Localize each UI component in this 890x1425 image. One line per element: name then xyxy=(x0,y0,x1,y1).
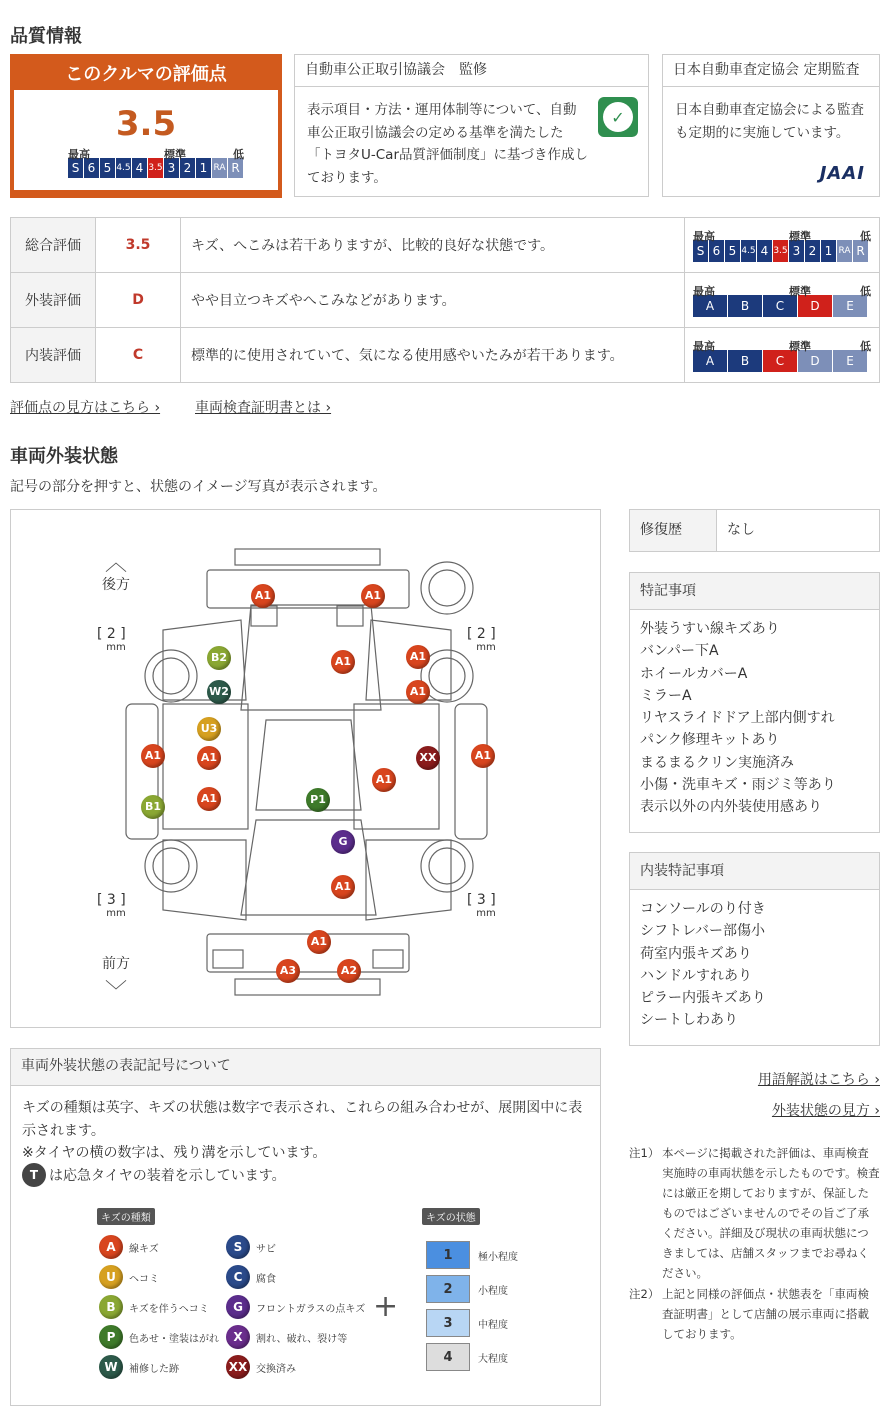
damage-mark[interactable]: A1 xyxy=(251,584,275,608)
assoc1-title: 自動車公正取引協議会 監修 xyxy=(295,55,648,87)
level-item: 3 中程度 xyxy=(426,1309,508,1337)
overall-score: 3.5 xyxy=(115,104,177,144)
note-item: 表示以外の内外装使用感あり xyxy=(640,799,822,816)
note-item: ホイールカバーA xyxy=(640,665,748,682)
cert-link[interactable]: 車両検査証明書とは › xyxy=(195,400,332,416)
scale-cell: E xyxy=(833,350,867,372)
note-item: リヤスライドドア上部内側すれ xyxy=(640,710,835,727)
kind-a-icon: A xyxy=(99,1235,123,1259)
kind-x-icon: X xyxy=(226,1325,250,1349)
kind-item: B キズを伴うヘコミ xyxy=(99,1295,209,1319)
scale-cell: A xyxy=(693,295,727,317)
damage-mark[interactable]: A1 xyxy=(406,680,430,704)
scale-cell: 1 xyxy=(821,240,836,262)
front-label: 前方 xyxy=(102,956,130,972)
damage-mark[interactable]: A1 xyxy=(406,645,430,669)
damage-mark[interactable]: A1 xyxy=(197,787,221,811)
tire-depth-rl: [ 2 ] mm xyxy=(97,626,126,653)
score-box xyxy=(10,54,282,198)
kind-c-icon: C xyxy=(226,1265,250,1289)
eval-label: 外装評価 xyxy=(11,273,96,328)
scale-cell: R xyxy=(228,158,243,178)
evaluation-row xyxy=(11,273,880,328)
kind-xx-icon: XX xyxy=(226,1355,250,1379)
kind-item: C 腐食 xyxy=(226,1265,276,1289)
eval-text: キズ、へこみは若干ありますが、比較的良好な状態です。 xyxy=(181,218,685,273)
eval-score: C xyxy=(96,328,181,383)
kind-b-icon: B xyxy=(99,1295,123,1319)
note-item: ピラー内張キズあり xyxy=(640,990,766,1007)
damage-mark[interactable]: B1 xyxy=(141,795,165,819)
scale-cell: 5 xyxy=(100,158,115,178)
interior-title: 内装特記事項 xyxy=(630,853,879,890)
scale-cell: 3.5 xyxy=(148,158,163,178)
assoc1-text: 表示項目・方法・運用体制等について、自動車公正取引協議会の定める基準を満たした「トヨタU-Car品質評価制度」に基づき作成しております。 xyxy=(307,102,589,186)
scale-cell: 6 xyxy=(84,158,99,178)
label-std: 標準 xyxy=(164,148,186,161)
damage-mark[interactable]: A1 xyxy=(141,744,165,768)
note-item: まるまるクリン実施済み xyxy=(640,754,794,771)
note-1: 注1） 本ページに掲載された評価は、車両検査実施時の車両状態を示したものです。検査には厳正を期しておりますが、保証したものではございませんのでその旨ご了承ください。詳細及び現状の車両状態につきましては、店舗スタッフまでお尋ねください。 xyxy=(629,1146,880,1280)
scale-cell: 4.5 xyxy=(741,240,756,262)
note-item: パンク修理キットあり xyxy=(640,732,780,749)
special-title: 特記事項 xyxy=(630,573,879,610)
damage-mark[interactable]: A2 xyxy=(337,959,361,983)
damage-mark[interactable]: G xyxy=(331,830,355,854)
kind-item: XX 交換済み xyxy=(226,1355,296,1379)
scale-cell: S xyxy=(693,240,708,262)
damage-mark[interactable]: XX xyxy=(416,746,440,770)
scale-cell: D xyxy=(798,350,832,372)
eval-scale: 最高 標準 低 A B C D E xyxy=(685,273,880,328)
assoc2-panel xyxy=(662,54,880,197)
scale-cell: D xyxy=(798,295,832,317)
scale-cell: 4.5 xyxy=(116,158,131,178)
eval-scale: 最高 標準 低 A B C D E xyxy=(685,328,880,383)
special-notes xyxy=(629,572,880,833)
rear-label: 後方 xyxy=(102,577,130,593)
scale-cell: 3.5 xyxy=(773,240,788,262)
kind-item: X 割れ、破れ、裂け等 xyxy=(226,1325,347,1349)
level-item: 2 小程度 xyxy=(426,1275,508,1303)
eval-score: 3.5 xyxy=(96,218,181,273)
eval-text: 標準的に使用されていて、気になる使用感やいたみが若干あります。 xyxy=(181,328,685,383)
scale-cell: 3 xyxy=(789,240,804,262)
assoc2-title: 日本自動車査定協会 定期監査 xyxy=(663,55,879,87)
ext-view-link[interactable]: 外装状態の見方 › xyxy=(771,1103,880,1119)
fair-trade-logo-icon: ✓ xyxy=(598,97,638,137)
front-down-chevron-icon: ﹀ xyxy=(105,980,128,1005)
scale-cell: B xyxy=(728,350,762,372)
state-title: キズの状態 xyxy=(422,1208,480,1225)
legend-panel xyxy=(10,1048,601,1406)
car-outline xyxy=(11,510,602,1029)
jaai-logo: JAAI xyxy=(819,163,865,184)
damage-mark[interactable]: B2 xyxy=(207,646,231,670)
note-item: シートしわあり xyxy=(640,1012,738,1029)
score-view-link[interactable]: 評価点の見方はこちら › xyxy=(10,400,161,416)
legend-title: 車両外装状態の表記記号について xyxy=(11,1049,600,1086)
damage-mark[interactable]: A1 xyxy=(331,650,355,674)
scale-cell: R xyxy=(853,240,868,262)
eval-score: D xyxy=(96,273,181,328)
damage-mark[interactable]: A1 xyxy=(331,875,355,899)
scale-cell: 6 xyxy=(709,240,724,262)
kind-title: キズの種類 xyxy=(97,1208,155,1225)
scale-cell: RA xyxy=(837,240,852,262)
assoc2-text: 日本自動車査定協会による監査も定期的に実施しています。 xyxy=(675,102,864,141)
scale-cell: E xyxy=(833,295,867,317)
label-low: 低 xyxy=(233,148,244,161)
eval-label: 内装評価 xyxy=(11,328,96,383)
scale-cell: RA xyxy=(212,158,227,178)
kind-item: S サビ xyxy=(226,1235,276,1259)
damage-mark[interactable]: A1 xyxy=(307,930,331,954)
legend-p3: は応急タイヤの装着を示しています。 xyxy=(49,1168,286,1184)
note-item: 外装うすい線キズあり xyxy=(640,621,780,637)
kind-p-icon: P xyxy=(99,1325,123,1349)
scale-cell: A xyxy=(693,350,727,372)
note-item: ミラーA xyxy=(640,687,692,704)
repair-history xyxy=(629,509,880,552)
eval-scale: 最高 標準 低 S 6 5 4.5 4 3.5 3 2 1 RA R xyxy=(685,218,880,273)
scale-cell: 2 xyxy=(805,240,820,262)
rear-up-chevron-icon: ︿ xyxy=(105,551,128,576)
tire-depth-fl: [ 3 ] mm xyxy=(97,892,126,919)
exterior-heading: 車両外装状態 xyxy=(10,446,118,467)
kind-item: W 補修した跡 xyxy=(99,1355,179,1379)
score-box-title: このクルマの評価点 xyxy=(65,64,227,85)
eval-text: やや目立つキズやへこみなどがあります。 xyxy=(181,273,685,328)
repair-value: なし xyxy=(727,522,755,538)
spare-tire-icon: T xyxy=(22,1163,46,1187)
note-item: ハンドルすれあり xyxy=(640,967,752,984)
plus-sign: + xyxy=(373,1289,399,1324)
scale-cell: 3 xyxy=(164,158,179,178)
interior-notes xyxy=(629,852,880,1046)
legend-p1: キズの種類は英字、キズの状態は数字で表示され、これらの組み合わせが、展開図中に表示されます。 xyxy=(22,1100,583,1139)
note-item: 荷室内張キズあり xyxy=(640,945,752,962)
note-item: コンソールのり付き xyxy=(640,901,766,917)
scale-cell: C xyxy=(763,350,797,372)
kind-item: P 色あせ・塗装はがれ xyxy=(99,1325,219,1349)
scale-cell: 5 xyxy=(725,240,740,262)
evaluation-row xyxy=(11,218,880,273)
damage-mark[interactable]: P1 xyxy=(306,788,330,812)
exterior-desc: 記号の部分を押すと、状態のイメージ写真が表示されます。 xyxy=(10,479,387,495)
kind-item: G フロントガラスの点キズ xyxy=(226,1295,365,1319)
assoc1-panel xyxy=(294,54,649,197)
damage-mark[interactable]: A3 xyxy=(276,959,300,983)
damage-mark[interactable]: U3 xyxy=(197,717,221,741)
eval-label: 総合評価 xyxy=(11,218,96,273)
level-item: 4 大程度 xyxy=(426,1343,508,1371)
label-high: 最高 xyxy=(68,148,90,161)
scale-cell: 1 xyxy=(196,158,211,178)
kind-u-icon: U xyxy=(99,1265,123,1289)
car-diagram xyxy=(10,509,601,1028)
repair-label: 修復歴 xyxy=(630,510,717,551)
kind-w-icon: W xyxy=(99,1355,123,1379)
damage-mark[interactable]: A1 xyxy=(471,744,495,768)
tire-depth-fr: [ 3 ] mm xyxy=(467,892,496,919)
scale-cell: 4 xyxy=(757,240,772,262)
scale-cell: B xyxy=(728,295,762,317)
kind-s-icon: S xyxy=(226,1235,250,1259)
level-item: 1 極小程度 xyxy=(426,1241,518,1269)
quality-heading: 品質情報 xyxy=(10,26,82,47)
evaluation-table xyxy=(10,217,880,383)
terms-link[interactable]: 用語解説はこちら › xyxy=(757,1072,880,1088)
evaluation-row xyxy=(11,328,880,383)
kind-item: U ヘコミ xyxy=(99,1265,159,1289)
damage-mark[interactable]: A1 xyxy=(361,584,385,608)
damage-mark[interactable]: A1 xyxy=(372,768,396,792)
score-scale xyxy=(68,158,244,178)
scale-cell: 4 xyxy=(132,158,147,178)
scale-cell: S xyxy=(68,158,83,178)
damage-mark[interactable]: W2 xyxy=(207,680,231,704)
kind-g-icon: G xyxy=(226,1295,250,1319)
legend-p2: ※タイヤの横の数字は、残り溝を示しています。 xyxy=(22,1145,327,1161)
tire-depth-rr: [ 2 ] mm xyxy=(467,626,496,653)
note-item: バンパー下A xyxy=(640,643,719,660)
scale-cell: 2 xyxy=(180,158,195,178)
kind-item: A 線キズ xyxy=(99,1235,159,1259)
note-2: 注2） 上記と同様の評価点・状態表を「車両検査証明書」として店舗の展示車両に搭載しております。 xyxy=(629,1287,869,1341)
scale-cell: C xyxy=(763,295,797,317)
note-item: 小傷・洗車キズ・雨ジミ等あり xyxy=(640,777,836,794)
note-item: シフトレバー部傷小 xyxy=(640,923,766,940)
damage-mark[interactable]: A1 xyxy=(197,746,221,770)
